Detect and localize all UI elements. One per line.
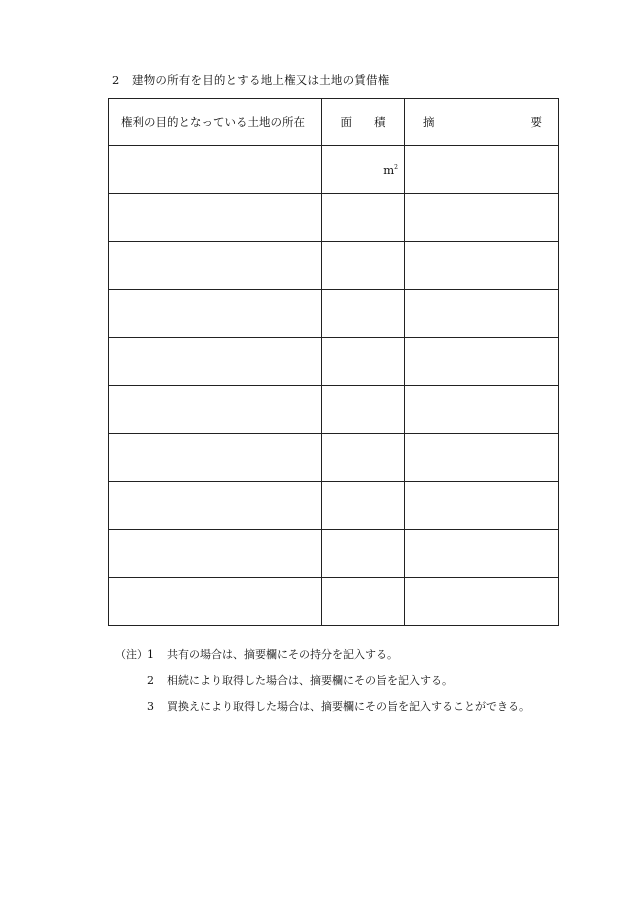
area-cell[interactable] — [322, 290, 405, 338]
remarks-cell[interactable] — [405, 242, 559, 290]
table-row — [109, 242, 559, 290]
header-area-left: 面 — [340, 115, 352, 129]
area-cell[interactable] — [322, 194, 405, 242]
table-row — [109, 338, 559, 386]
unit-label: m — [383, 162, 395, 177]
header-area — [322, 99, 405, 146]
header-remarks — [405, 99, 559, 146]
location-cell[interactable] — [109, 242, 322, 290]
remarks-cell[interactable] — [405, 434, 559, 482]
area-cell[interactable] — [322, 578, 405, 626]
table-header-row — [109, 99, 559, 146]
table-row — [109, 434, 559, 482]
remarks-cell[interactable] — [405, 578, 559, 626]
location-cell[interactable] — [109, 338, 322, 386]
header-area-right: 積 — [374, 115, 386, 129]
section-heading — [112, 72, 389, 88]
table-row — [109, 194, 559, 242]
table-row — [109, 146, 559, 194]
location-cell[interactable] — [109, 482, 322, 530]
note-number: 2 — [147, 674, 154, 687]
area-cell[interactable] — [322, 530, 405, 578]
note-text: 買換えにより取得した場合は、摘要欄にその旨を記入することができる。 — [167, 700, 530, 713]
table-row — [109, 578, 559, 626]
table-row — [109, 290, 559, 338]
land-rights-table — [108, 98, 559, 626]
location-cell[interactable] — [109, 530, 322, 578]
note-text: 相続により取得した場合は、摘要欄にその旨を記入する。 — [167, 674, 453, 687]
note-text: 共有の場合は、摘要欄にその持分を記入する。 — [167, 648, 398, 661]
remarks-cell[interactable] — [405, 338, 559, 386]
remarks-cell[interactable] — [405, 146, 559, 194]
remarks-cell[interactable] — [405, 530, 559, 578]
remarks-cell[interactable] — [405, 386, 559, 434]
table-row — [109, 386, 559, 434]
remarks-cell[interactable] — [405, 194, 559, 242]
section-number: 2 — [112, 73, 120, 87]
note-item — [115, 694, 530, 720]
remarks-cell[interactable] — [405, 290, 559, 338]
area-cell[interactable] — [322, 434, 405, 482]
note-item — [115, 642, 530, 668]
table-row — [109, 482, 559, 530]
note-number: 1 — [147, 648, 154, 661]
remarks-cell[interactable] — [405, 482, 559, 530]
unit-superscript: 2 — [394, 163, 398, 171]
section-title: 建物の所有を目的とする地上権又は土地の賃借権 — [132, 73, 390, 87]
area-cell[interactable] — [322, 386, 405, 434]
header-remarks-left: 摘 — [423, 115, 435, 129]
note-item — [115, 668, 530, 694]
note-number: 3 — [147, 700, 154, 713]
table-row — [109, 530, 559, 578]
location-cell[interactable] — [109, 290, 322, 338]
location-cell[interactable] — [109, 194, 322, 242]
notes-section — [115, 642, 530, 720]
location-cell[interactable] — [109, 386, 322, 434]
location-cell[interactable] — [109, 578, 322, 626]
header-remarks-right: 要 — [530, 115, 542, 129]
area-cell[interactable] — [322, 146, 405, 194]
location-cell[interactable] — [109, 434, 322, 482]
notes-lead: （注） — [115, 648, 148, 661]
header-land-location: 権利の目的となっている土地の所在 — [109, 99, 322, 146]
location-cell[interactable] — [109, 146, 322, 194]
area-cell[interactable] — [322, 338, 405, 386]
area-cell[interactable] — [322, 482, 405, 530]
area-cell[interactable] — [322, 242, 405, 290]
